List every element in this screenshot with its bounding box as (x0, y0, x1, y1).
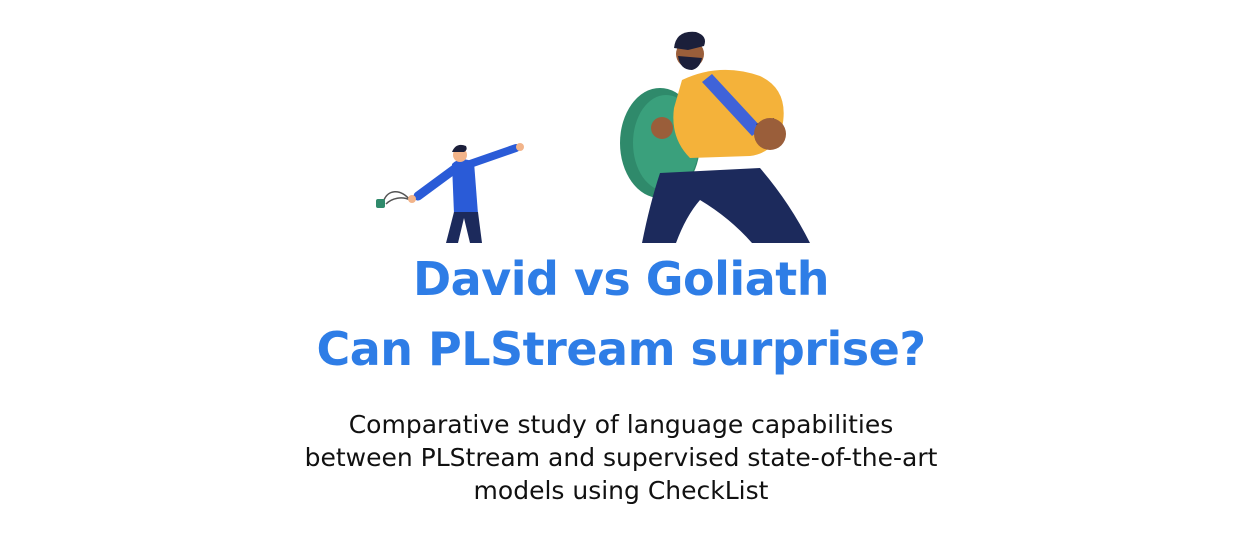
subtitle (0, 408, 1242, 507)
david-vs-goliath-illustration (360, 28, 820, 243)
page-title-line-1: David vs Goliath (413, 252, 829, 306)
david-figure (376, 143, 524, 243)
subtitle-line-3: models using CheckList (473, 476, 769, 505)
page-title-line-2: Can PLStream surprise? (316, 322, 926, 376)
subtitle-line-2: between PLStream and supervised state-of-the-art (304, 443, 938, 472)
goliath-figure (620, 32, 810, 243)
subtitle-line-1: Comparative study of language capabilities (348, 410, 894, 439)
